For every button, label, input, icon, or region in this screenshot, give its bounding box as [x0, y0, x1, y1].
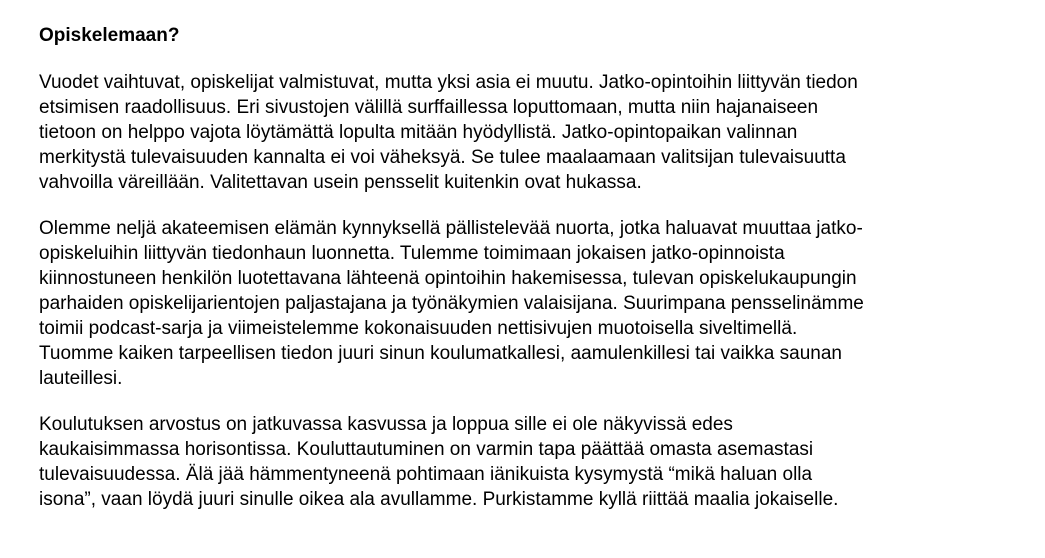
paragraph-line: Koulutuksen arvostus on jatkuvassa kasvussa ja loppua sille ei ole näkyvissä edes — [39, 414, 733, 435]
paragraph-line: Tuomme kaiken tarpeellisen tiedon juuri sinun koulumatkallesi, aamulenkillesi tai vaikka saunan — [39, 343, 842, 364]
paragraph-1 — [39, 70, 1019, 195]
paragraph-2 — [39, 216, 1019, 391]
paragraph-line: tietoon on helppo vajota löytämättä lopulta mitään hyödyllistä. Jatko-opintopaikan valinnan — [39, 122, 798, 143]
paragraph-line: kaukaisimmassa horisontissa. Kouluttautuminen on varmin tapa päättää omasta asemastasi — [39, 439, 814, 460]
paragraph-line: isona”, vaan löydä juuri sinulle oikea ala avullamme. Purkistamme kyllä riittää maalia jokaiselle. — [39, 489, 839, 510]
document-heading: Opiskelemaan? — [39, 25, 180, 46]
document — [39, 23, 1019, 533]
paragraph-line: Olemme neljä akateemisen elämän kynnyksellä pällistelevää nuorta, jotka haluavat muuttaa jatko- — [39, 218, 863, 239]
paragraph-line: merkitystä tulevaisuuden kannalta ei voi väheksyä. Se tulee maalaamaan valitsijan tulevaisuutta — [39, 147, 846, 168]
paragraph-line: vahvoilla väreillään. Valitettavan usein pensselit kuitenkin ovat hukassa. — [39, 172, 642, 193]
paragraph-3 — [39, 412, 1019, 512]
paragraph-line: etsimisen raadollisuus. Eri sivustojen välillä surffaillessa loputtomaan, mutta niin hajanaiseen — [39, 97, 819, 118]
paragraph-line: tulevaisuudessa. Älä jää hämmentyneenä pohtimaan iänikuista kysymystä “mikä haluan olla — [39, 464, 813, 485]
paragraph-line: opiskeluihin liittyvän tiedonhaun luonnetta. Tulemme toimimaan jokaisen jatko-opinnoista — [39, 243, 785, 264]
paragraph-line: lauteillesi. — [39, 368, 123, 389]
paragraph-line: Vuodet vaihtuvat, opiskelijat valmistuvat, mutta yksi asia ei muutu. Jatko-opintoihin liittyvän tiedon — [39, 72, 858, 93]
paragraph-line: parhaiden opiskelijarientojen paljastajana ja työnäkymien valaisijana. Suurimpana pensselinämme — [39, 293, 864, 314]
paragraph-line: kiinnostuneen henkilön luotettavana lähteenä opintoihin hakemisessa, tulevan opiskelukaupungin — [39, 268, 857, 289]
paragraph-line: toimii podcast-sarja ja viimeistelemme kokonaisuuden nettisivujen muotoisella siveltimellä. — [39, 318, 798, 339]
